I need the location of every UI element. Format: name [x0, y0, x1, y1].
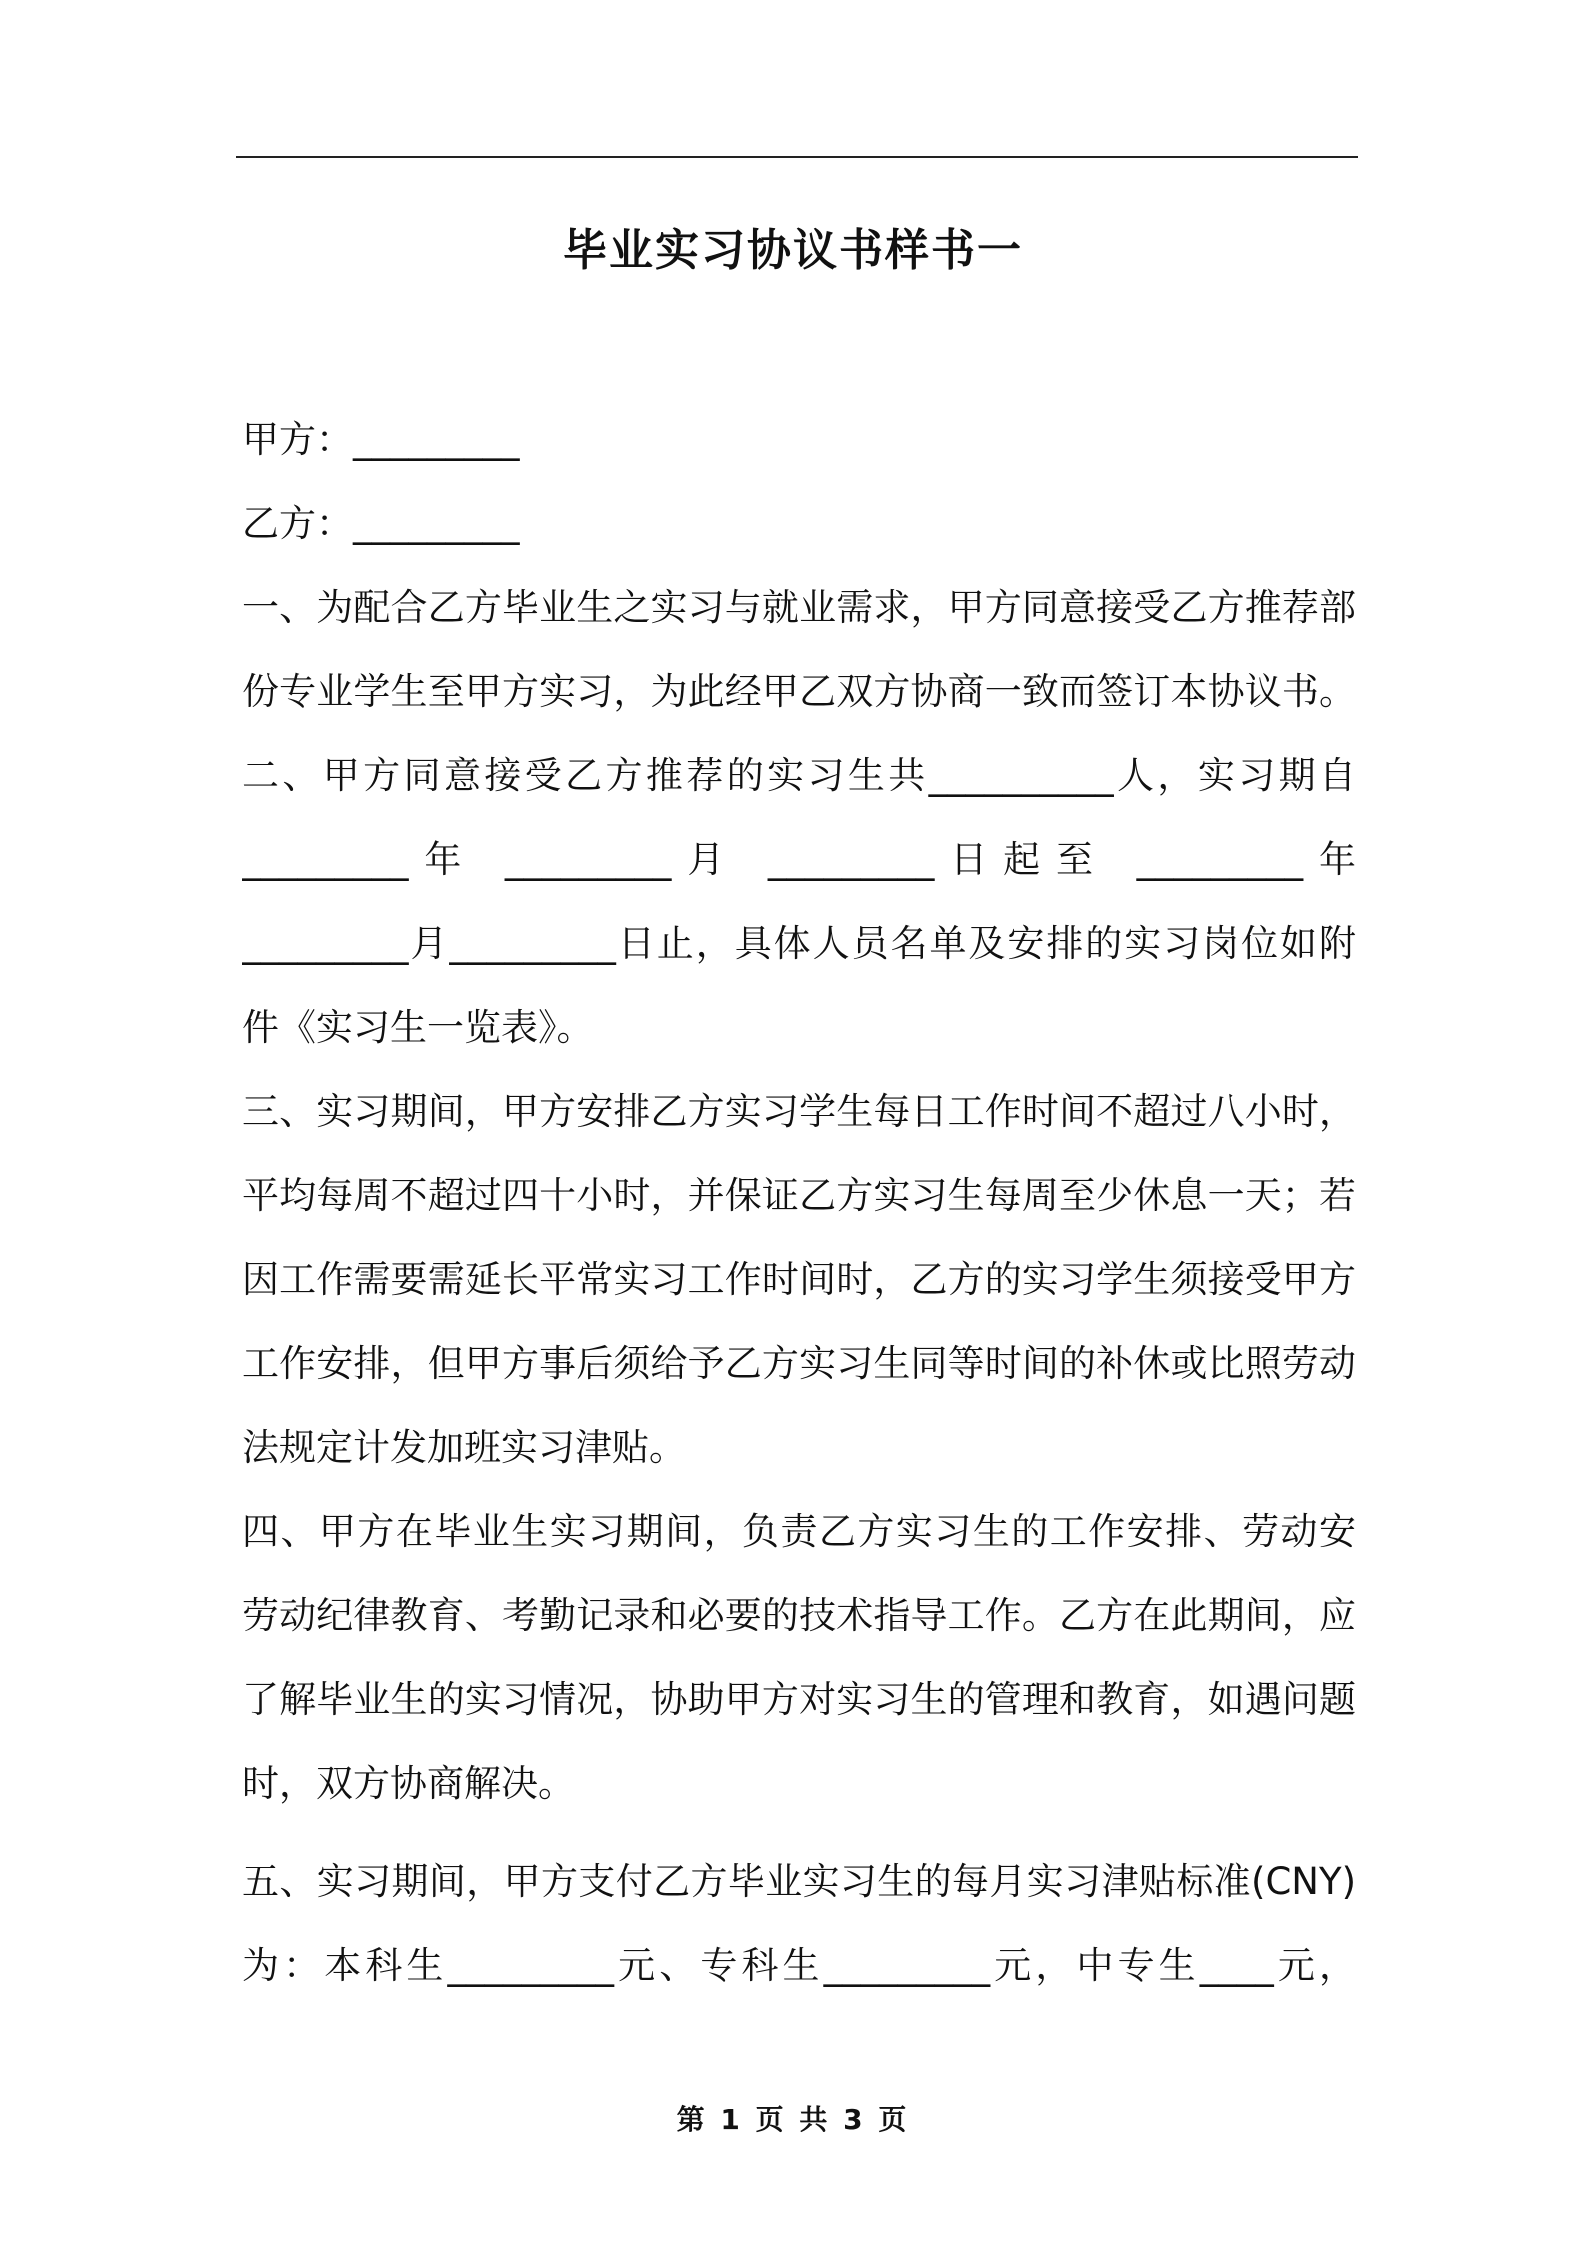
clause-5-line-2: 为：本科生_________元、专科生_________元，中专生____元， [242, 1944, 1356, 1987]
clause-2-line-4: 件《实习生一览表》。 [242, 1006, 594, 1049]
clause-3-line-2: 平均每周不超过四十小时，并保证乙方实习生每周至少休息一天；若 [242, 1174, 1356, 1217]
clause-2-line-2: _________年 _________月 _________日起至 _________年 [242, 838, 1356, 881]
clause-3-line-4: 工作安排，但甲方事后须给予乙方实习生同等时间的补休或比照劳动 [242, 1342, 1356, 1385]
page-number-footer: 第 1 页 共 3 页 [676, 2103, 910, 2136]
document-body [242, 398, 1356, 2008]
clause-3-line-3: 因工作需要需延长平常实习工作时间时，乙方的实习学生须接受甲方 [242, 1258, 1356, 1301]
clause-4-line-4: 时，双方协商解决。 [242, 1762, 575, 1805]
clause-4-line-2: 劳动纪律教育、考勤记录和必要的技术指导工作。乙方在此期间，应 [242, 1594, 1356, 1637]
clause-4-line-1: 四、甲方在毕业生实习期间，负责乙方实习生的工作安排、劳动安 [242, 1510, 1356, 1553]
clause-3-line-5: 法规定计发加班实习津贴。 [242, 1426, 686, 1469]
document-title: 毕业实习协议书样书一 [563, 225, 1023, 276]
party-b-line: 乙方：_________ [242, 502, 520, 545]
header-rule [236, 156, 1358, 158]
clause-4-line-3: 了解毕业生的实习情况，协助甲方对实习生的管理和教育，如遇问题 [242, 1678, 1356, 1721]
clause-5-line-1: 五、实习期间，甲方支付乙方毕业实习生的每月实习津贴标准(CNY) [242, 1860, 1356, 1903]
clause-2-line-3: _________月_________日止，具体人员名单及安排的实习岗位如附 [242, 922, 1356, 965]
party-a-line: 甲方：_________ [242, 418, 520, 461]
clause-1-line-1: 一、为配合乙方毕业生之实习与就业需求，甲方同意接受乙方推荐部 [242, 586, 1356, 629]
clause-2-line-1: 二、甲方同意接受乙方推荐的实习生共__________人，实习期自 [242, 754, 1356, 797]
clause-3-line-1: 三、实习期间，甲方安排乙方实习学生每日工作时间不超过八小时， [242, 1090, 1356, 1133]
clause-1-line-2: 份专业学生至甲方实习，为此经甲乙双方协商一致而签订本协议书。 [242, 670, 1356, 713]
